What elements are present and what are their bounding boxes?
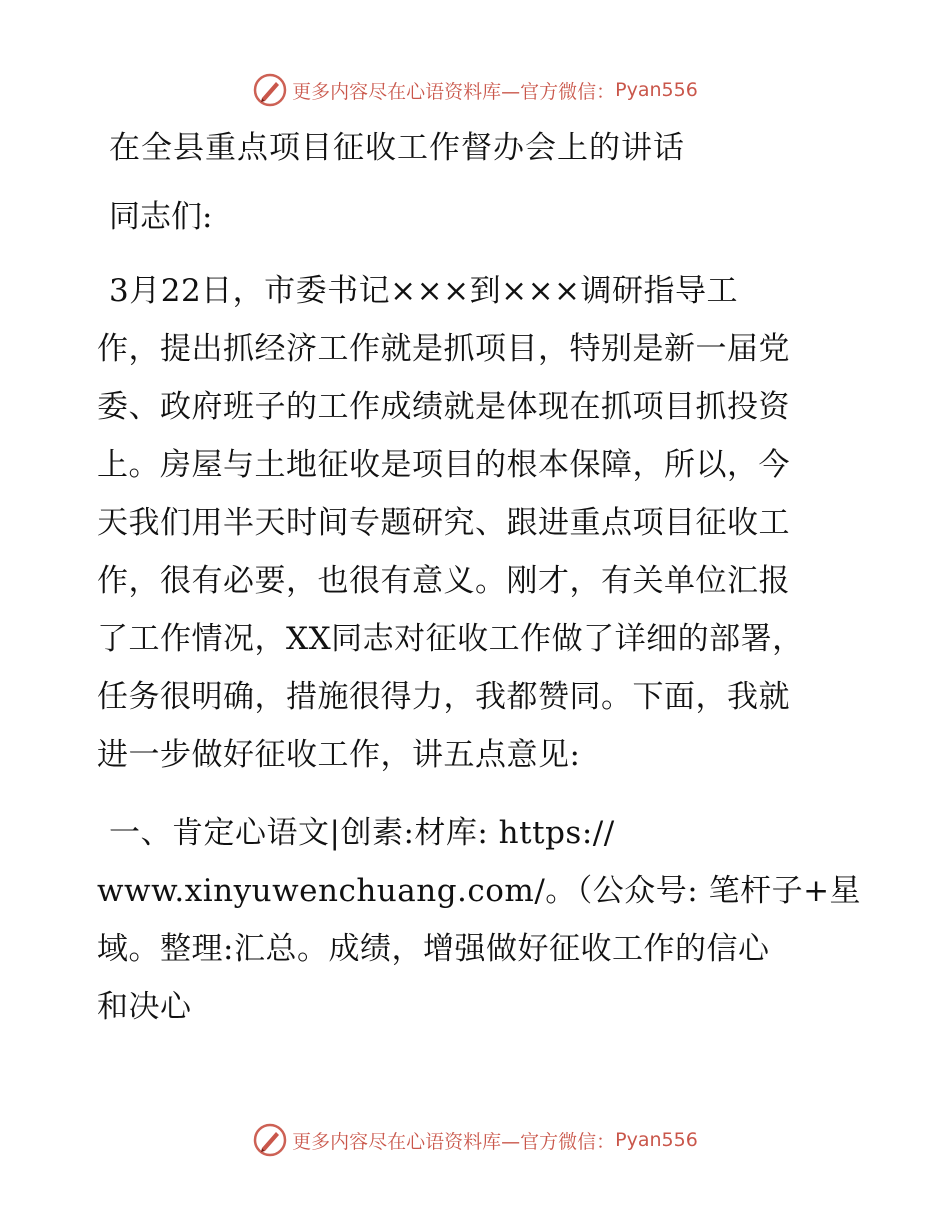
watermark-text: 更多内容尽在心语资料库—官方微信： <box>292 80 616 103</box>
heading-line: www.xinyuwenchuang.com/。（公众号: 笔杆子+星 <box>97 873 862 909</box>
paragraph-line: 上。房屋与土地征收是项目的根本保障，所以，今 <box>97 447 790 483</box>
watermark-contact: Pyan556 <box>615 1129 698 1151</box>
heading-line: 和决心 <box>97 989 192 1025</box>
watermark-footer <box>0 1120 950 1160</box>
watermark-header <box>0 70 950 110</box>
paragraph-intro <box>97 262 857 784</box>
heading-line: 一、肯定心语文|创素:材库: https:// <box>109 815 615 851</box>
pen-logo-icon <box>252 1122 288 1158</box>
paragraph-line: 作，提出抓经济工作就是抓项目，特别是新一届党 <box>97 331 790 367</box>
paragraph-line: 进一步做好征收工作，讲五点意见: <box>97 737 581 773</box>
heading-line: 域。整理:汇总。成绩，增强做好征收工作的信心 <box>97 931 770 967</box>
watermark-contact: Pyan556 <box>615 79 698 101</box>
pen-logo-icon <box>252 72 288 108</box>
section-heading-one <box>97 804 862 1036</box>
paragraph-line: 任务很明确，措施很得力，我都赞同。下面，我就 <box>97 679 790 715</box>
watermark-text: 更多内容尽在心语资料库—官方微信： <box>292 1130 616 1153</box>
paragraph-line: 天我们用半天时间专题研究、跟进重点项目征收工 <box>97 505 790 541</box>
document-title: 在全县重点项目征收工作督办会上的讲话 <box>109 130 685 166</box>
salutation: 同志们: <box>109 199 213 235</box>
paragraph-line: 作，很有必要，也很有意义。刚才，有关单位汇报 <box>97 563 790 599</box>
paragraph-line: 了工作情况，XX同志对征收工作做了详细的部署， <box>97 621 804 657</box>
document-body <box>97 120 862 1036</box>
paragraph-line: 委、政府班子的工作成绩就是体现在抓项目抓投资 <box>97 389 790 425</box>
paragraph-line: 3月22日，市委书记×××到×××调研指导工 <box>109 273 739 309</box>
